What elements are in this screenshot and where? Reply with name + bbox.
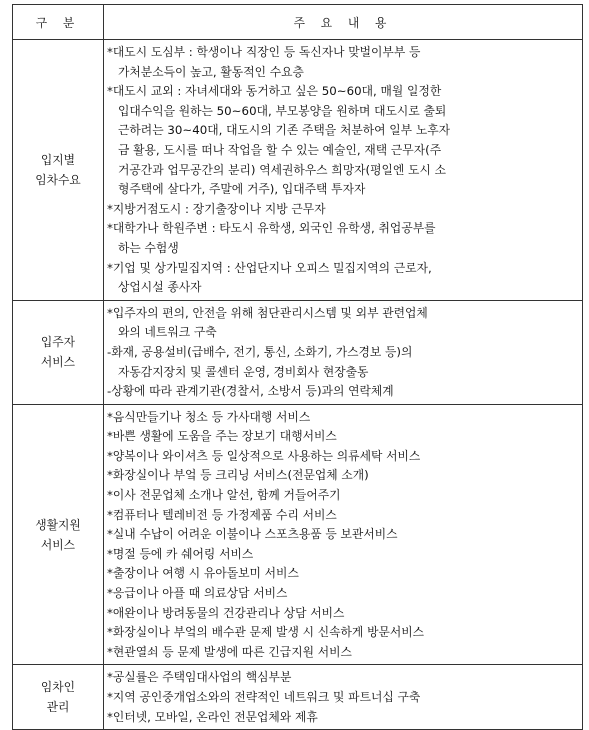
content-continuation: 상업시설 종사자 [118, 280, 202, 295]
table-row [13, 300, 583, 404]
row-category [13, 665, 104, 730]
category-line: 입주자 [40, 335, 76, 350]
content-continuation: 하는 수험생 [118, 240, 179, 255]
row-content [104, 665, 583, 730]
content-continuation: 형주택에 살다가, 주말에 거주), 입대주택 투자자 [118, 182, 366, 197]
category-line: 임차인 [40, 680, 76, 695]
content-item: *지역 공인중개업소와의 전략적인 네트워크 및 파트너십 구축 [107, 690, 421, 704]
service-table [12, 4, 583, 730]
row-category [13, 404, 104, 665]
service-table-container [12, 4, 582, 730]
content-item: *기업 및 상가밀집지역 : 산업단지나 오피스 밀집지역의 근로자, [107, 260, 432, 275]
table-header-row [13, 5, 583, 40]
header-content: 주 요 내 용 [104, 5, 583, 40]
content-continuation: 금 활용, 도시를 떠나 작업을 할 수 있는 예술인, 재택 근무자(주 [118, 142, 442, 157]
content-item: *컴퓨터나 텔레비전 등 가정제품 수리 서비스 [107, 507, 337, 522]
content-item: *바쁜 생활에 도움을 주는 장보기 대행서비스 [107, 429, 337, 444]
content-item: -상황에 따라 관계기관(경찰서, 소방서 등)과의 연락체계 [107, 384, 394, 399]
content-continuation: 근하려는 30~40대, 대도시의 기존 주택을 처분하여 일부 노후자 [118, 123, 451, 138]
row-category [13, 40, 104, 301]
category-line: 생활지원 [35, 517, 81, 532]
header-category: 구 분 [13, 5, 104, 40]
content-continuation: 와의 네트워크 구축 [118, 325, 217, 340]
row-content [104, 300, 583, 404]
content-item: *출장이나 여행 시 유아돌보미 서비스 [107, 566, 299, 581]
content-item: *실내 수납이 어려운 이불이나 스포츠용품 등 보관서비스 [107, 527, 398, 542]
content-continuation: 가처분소득이 높고, 활동적인 수요층 [118, 64, 304, 79]
row-category [13, 300, 104, 404]
content-continuation: 자동감지장치 및 콜센터 운영, 경비회사 현장출동 [118, 364, 369, 379]
content-item: *지방거점도시 : 장기출장이나 지방 근무자 [107, 201, 326, 216]
row-content [104, 404, 583, 665]
table-row [13, 404, 583, 665]
content-item: *이사 전문업체 소개나 알선, 함께 거들어주기 [107, 488, 341, 503]
category-line: 서비스 [40, 355, 76, 370]
content-item: *인터넷, 모바일, 온라인 전문업체와 제휴 [107, 709, 318, 724]
row-content [104, 40, 583, 301]
category-line: 임차수요 [35, 172, 81, 187]
category-line: 입지별 [40, 152, 76, 167]
content-item: *애완이나 방려동물의 건강관리나 상담 서비스 [107, 605, 345, 620]
category-line: 관리 [46, 700, 70, 715]
content-continuation: 거공간과 업무공간의 분리) 역세권하우스 희망자(평일엔 도시 소 [118, 162, 446, 177]
content-item: *공실률은 주택임대사업의 핵심부분 [107, 670, 292, 685]
content-item: *대도시 도심부 : 학생이나 직장인 등 독신자나 맞벌이부부 등 [107, 45, 421, 59]
category-line: 서비스 [40, 537, 76, 552]
table-body [13, 40, 583, 730]
content-item: -화재, 공용설비(급배수, 전기, 통신, 소화기, 가스경보 등)의 [107, 344, 413, 359]
content-item: *음식만들기나 청소 등 가사대행 서비스 [107, 409, 311, 424]
content-item: *대도시 교외 : 자녀세대와 동거하고 싶은 50~60대, 매월 일정한 [107, 84, 442, 99]
content-item: *화장실이나 부엌의 배수관 문제 발생 시 신속하게 방문서비스 [107, 625, 425, 640]
table-row [13, 665, 583, 730]
content-item: *양복이나 와이셔츠 등 일상적으로 사용하는 의류세탁 서비스 [107, 448, 421, 463]
content-item: *현관열쇠 등 문제 발생에 따른 긴급지원 서비스 [107, 644, 352, 659]
content-item: *입주자의 편의, 안전을 위해 첨단관리시스템 및 외부 관련업체 [107, 305, 428, 320]
table-row [13, 40, 583, 301]
content-item: *응급이나 아플 때 의료상담 서비스 [107, 586, 288, 601]
content-item: *화장실이나 부엌 등 크리닝 서비스(전문업체 소개) [107, 468, 369, 483]
content-item: *대학가나 학원주변 : 타도시 유학생, 외국인 유학생, 취업공부를 [107, 221, 436, 236]
content-continuation: 입대수익을 원하는 50~60대, 부모봉양을 원하며 대도시로 출퇴 [118, 103, 447, 118]
content-item: *명절 등에 카 쉐어링 서비스 [107, 546, 254, 561]
